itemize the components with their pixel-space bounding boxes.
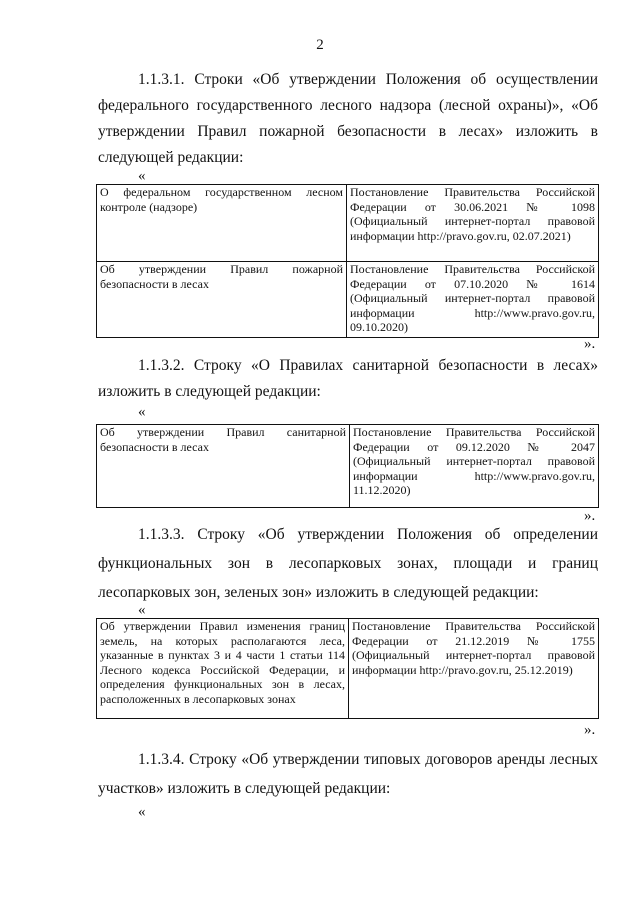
open-quote: « <box>138 804 146 820</box>
paragraph-1-1-3-1: 1.1.3.1. Строки «Об утверждении Положения об осуществлении федерального государственного лесного надзора (лесной охраны)», «Об утверждении Правил пожарной безопасности в лесах» изложить в следующей редакции: <box>98 71 598 166</box>
open-quote: « <box>138 404 146 420</box>
table-cell-reference: Постановление Правительства Российской Федерации от 09.12.2020 № 2047 (Официальный интернет-портал правовой информации http://www.pravo.gov.ru, 11.12.2020) <box>350 425 599 508</box>
table-cell-reference: Постановление Правительства Российской Федерации от 07.10.2020 № 1614 (Официальный интернет-портал правовой информации http://www.pravo.gov.ru, 09.10.2020) <box>347 262 599 338</box>
page-number: 2 <box>316 37 324 53</box>
open-quote: « <box>138 602 146 618</box>
close-quote: ». <box>584 722 596 738</box>
paragraph-1-1-3-4: 1.1.3.4. Строку «Об утверждении типовых договоров аренды лесных участков» изложить в следующей редакции: <box>98 751 598 797</box>
paragraph-1-1-3-2: 1.1.3.2. Строку «О Правилах санитарной безопасности в лесах» изложить в следующей редакции: <box>98 357 598 400</box>
replacement-table-1 <box>96 184 599 338</box>
paragraph-1-1-3-3: 1.1.3.3. Строку «Об утверждении Положения об определении функциональных зон в лесопарковых зонах, площади и границ лесопарковых зон, зеленых зон» изложить в следующей редакции: <box>98 526 598 601</box>
table-cell-title: Об утверждении Правил пожарной безопасности в лесах <box>97 262 347 338</box>
table-cell-title: Об утверждении Правил изменения границ земель, на которых располагаются леса, указанные в пунктах 3 и 4 части 1 статьи 114 Лесного кодекса Российской Федерации, и определения функциональных зон в лесах, расположенных в лесопарковых зонах <box>97 619 349 719</box>
close-quote: ». <box>584 336 596 352</box>
table-cell-reference: Постановление Правительства Российской Федерации от 30.06.2021 № 1098 (Официальный интернет-портал правовой информации http://pravo.gov.ru, 02.07.2021) <box>347 185 599 262</box>
table-row <box>97 262 599 338</box>
table-cell-title: О федеральном государственном лесном контроле (надзоре) <box>97 185 347 262</box>
table-cell-reference: Постановление Правительства Российской Федерации от 21.12.2019 № 1755 (Официальный интернет-портал правовой информации http://pravo.gov.ru, 25.12.2019) <box>349 619 599 719</box>
close-quote: ». <box>584 508 596 524</box>
replacement-table-3 <box>96 618 599 719</box>
table-row <box>97 185 599 262</box>
table-cell-title: Об утверждении Правил санитарной безопасности в лесах <box>97 425 350 508</box>
table-row <box>97 619 599 719</box>
open-quote: « <box>138 168 146 184</box>
table-row <box>97 425 599 508</box>
replacement-table-2 <box>96 424 599 508</box>
